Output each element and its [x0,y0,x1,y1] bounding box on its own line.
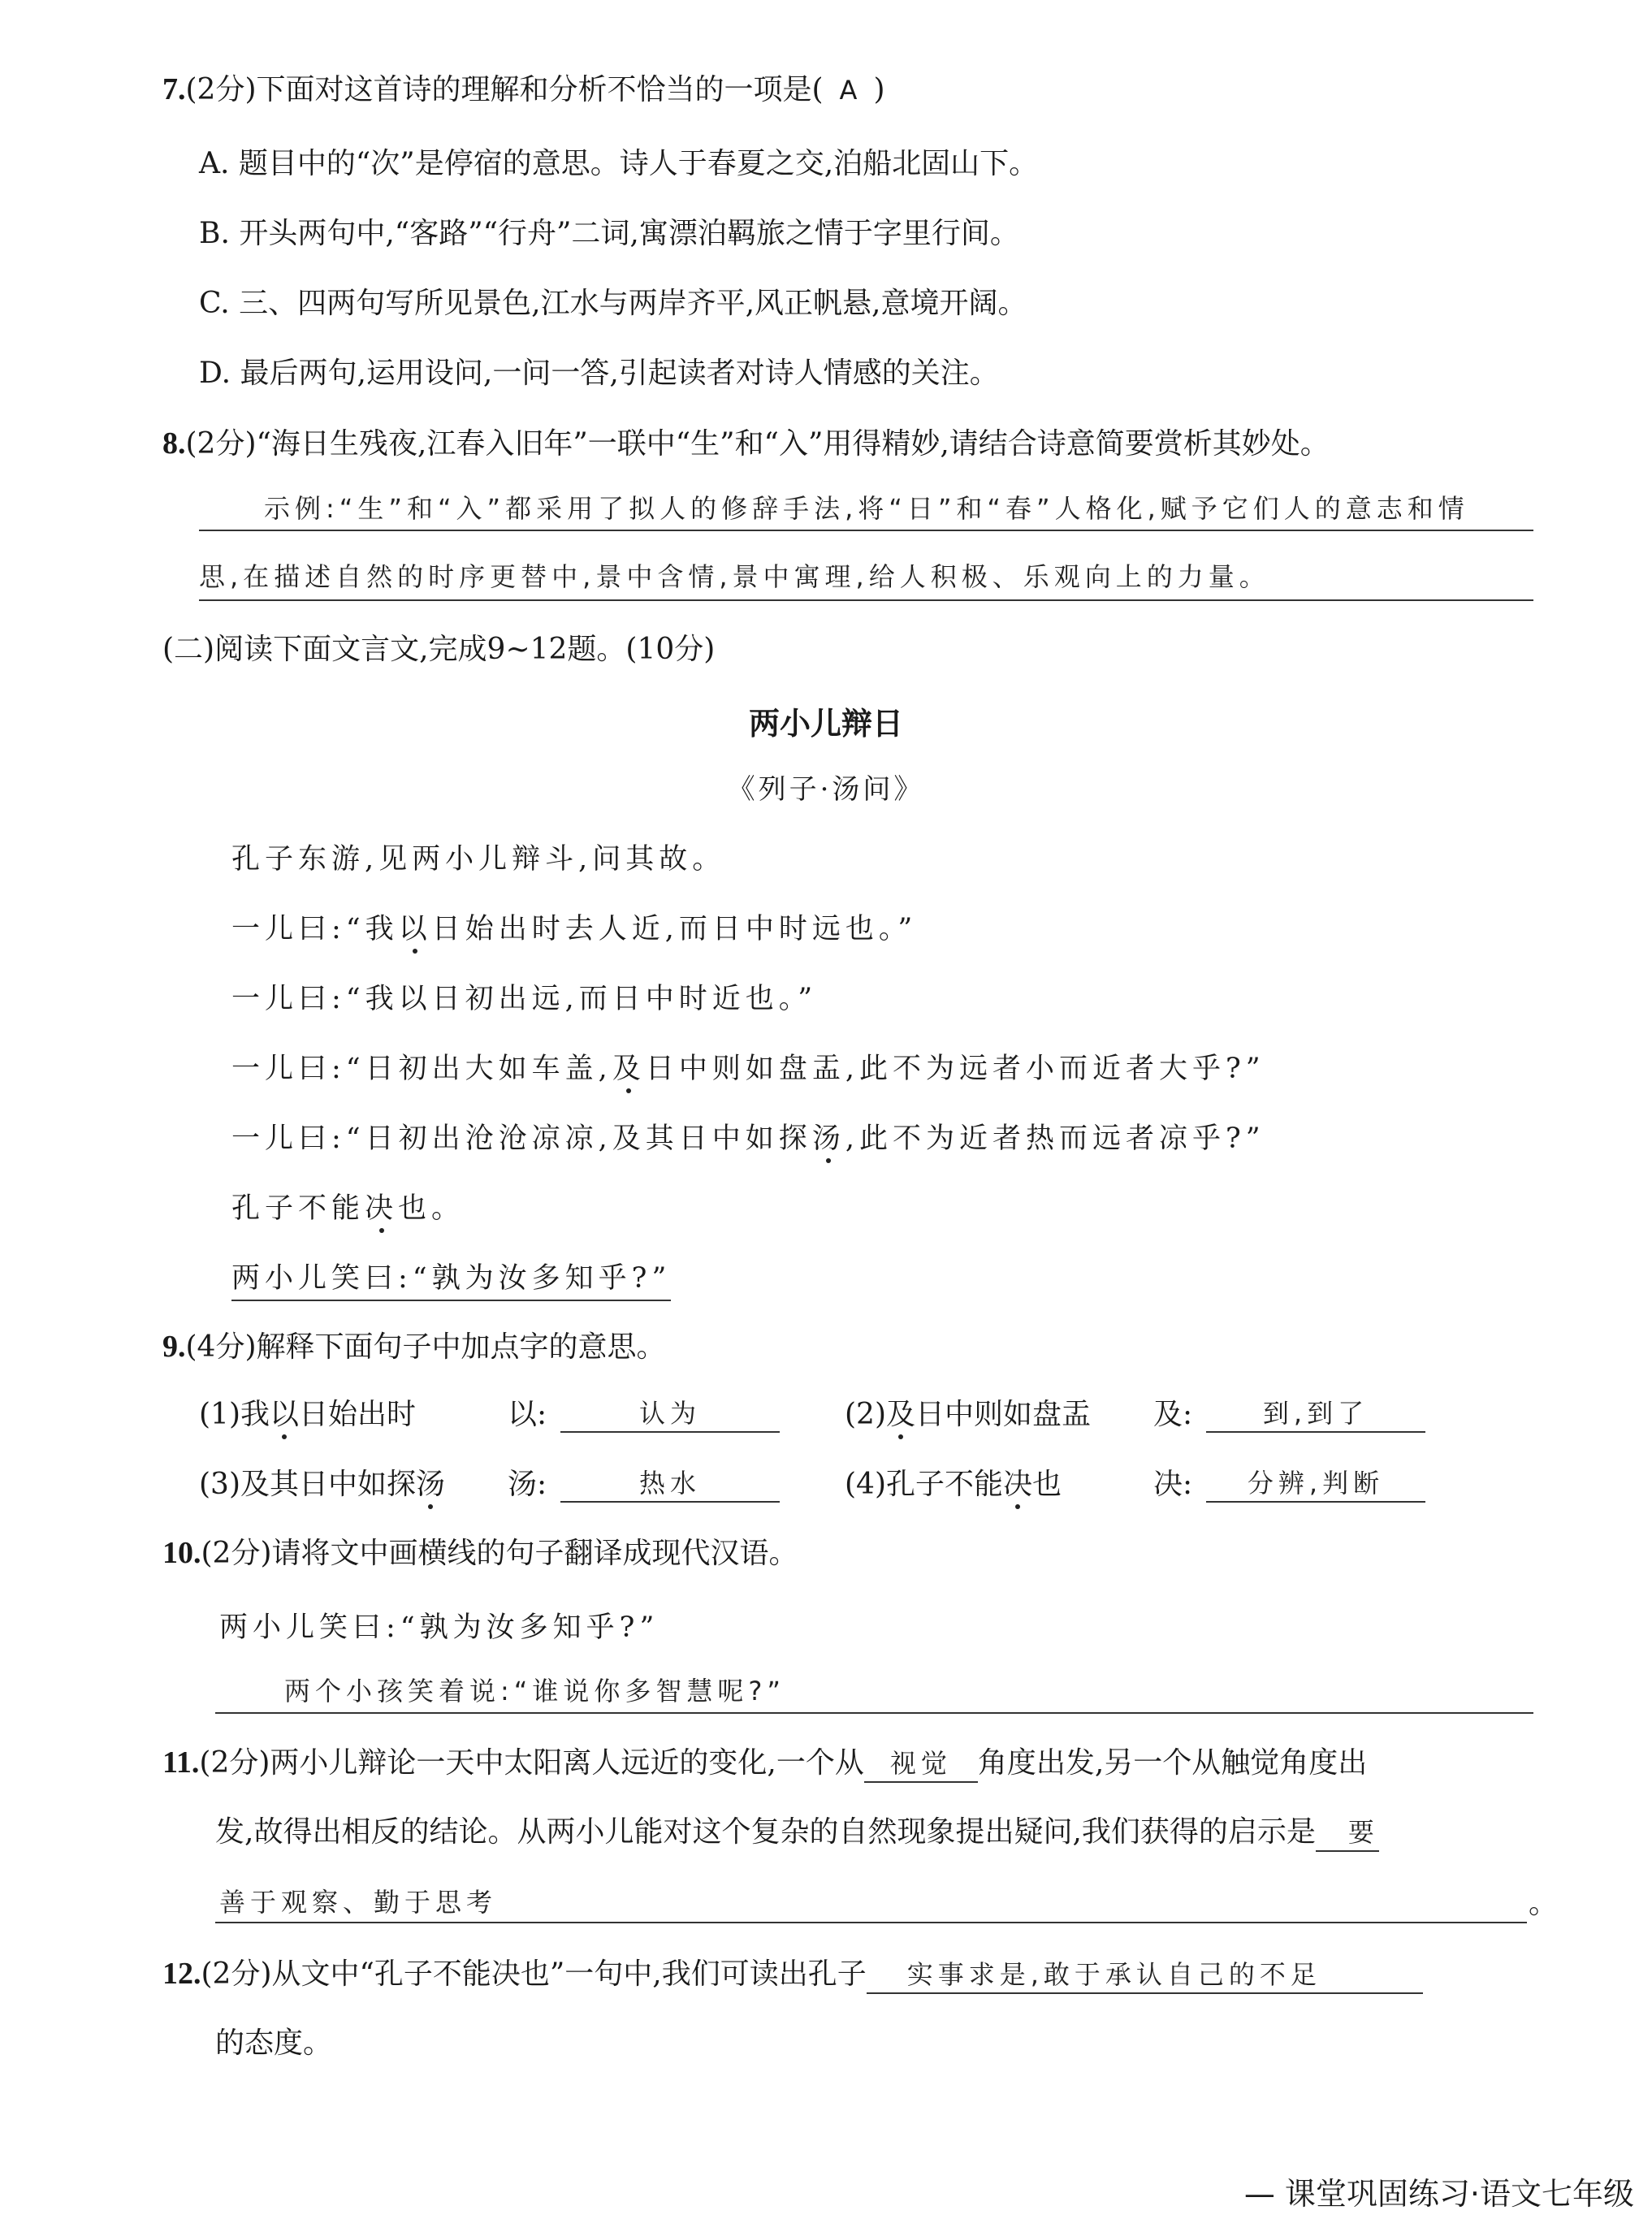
q9-number: 9. [162,1330,186,1364]
q7-option-a: A. 题目中的“次”是停宿的意思。诗人于春夏之交,泊船北固山下。 [199,147,1039,180]
q7-option-d: D. 最后两句,运用设问,一问一答,引起读者对诗人情感的关注。 [199,357,999,390]
q9-item-3: (3)及其日中如探汤 [199,1468,446,1501]
q9-item-1: (1)我以日始出时 [199,1398,417,1431]
q9-item-4-answer: 分辨,判断 [1206,1465,1425,1503]
q12-number: 12. [162,1957,201,1991]
q7-number: 7. [162,72,186,106]
q11-answer-underline [215,1922,1527,1923]
q12-line-2: 的态度。 [215,2027,333,2060]
passage-line-2: 一儿曰:“我以日始出时去人近,而日中时远也。” [231,913,918,945]
passage-line-7: 两小儿笑曰:“孰为汝多知乎?” [231,1256,671,1301]
q8-answer-underline-1 [199,530,1533,531]
q9-item-4: (4)孔子不能决也 [845,1468,1062,1501]
passage-line-3: 一儿曰:“我以日初出远,而日中时近也。” [231,983,818,1015]
q9-item-1-key: 以: [508,1398,547,1431]
q12-line-1: 12.(2分)从文中“孔子不能决也”一句中,我们可读出孔子 实事求是,敢于承认自己的不足 [162,1956,1423,1994]
q8-number: 8. [162,426,186,461]
q9-item-2-key: 及: [1153,1398,1193,1431]
q7-option-b: B. 开头两句中,“客路”“行舟”二词,寓漂泊羁旅之情于字里行间。 [199,217,1019,250]
q9-item-3-key: 汤: [508,1468,547,1501]
q7-stem: 7.(2分)下面对这首诗的理解和分析不恰当的一项是( A ) [162,72,885,106]
q8-answer-line-2: 思,在描述自然的时序更替中,景中含情,景中寓理,给人积极、乐观向上的力量。 [199,561,1270,592]
q8-stem: 8.(2分)“海日生残夜,江春入旧年”一联中“生”和“入”用得精妙,请结合诗意简要赏析其妙处。 [162,426,1330,461]
q11-line-2: 发,故得出相反的结论。从两小儿能对这个复杂的自然现象提出疑问,我们获得的启示是 要 [215,1815,1379,1852]
q9-item-2-answer: 到,到了 [1206,1395,1425,1433]
q9-item-1-answer: 认为 [560,1395,780,1433]
q9-item-3-answer: 热水 [560,1465,780,1503]
q7-answer: A [839,75,858,106]
q10-answer: 两个小孩笑着说:“谁说你多智慧呢?” [284,1676,785,1706]
passage-line-5: 一儿曰:“日初出沧沧凉凉,及其日中如探汤,此不为近者热而远者凉乎?” [231,1122,1265,1155]
section2-heading: (二)阅读下面文言文,完成9~12题。(10分) [162,633,716,666]
q9-item-2: (2)及日中则如盘盂 [845,1398,1092,1431]
q10-answer-underline [215,1712,1533,1714]
q11-blank-2b: 善于观察、勤于思考 [219,1887,498,1918]
q12-answer: 实事求是,敢于承认自己的不足 [867,1957,1423,1994]
q11-blank-2a: 要 [1316,1815,1379,1852]
q10-stem: 10.(2分)请将文中画横线的句子翻译成现代汉语。 [162,1536,798,1570]
q11-line-1: 11.(2分)两小儿辩论一天中太阳离人远近的变化,一个从 视觉 角度出发,另一个从触觉角度出 [162,1745,1367,1783]
q11-blank-1: 视觉 [864,1745,978,1783]
passage-title: 两小儿辩日 [748,706,903,742]
q9-item-4-key: 决: [1153,1468,1193,1501]
q11-end: 。 [1529,1887,1559,1920]
q11-number: 11. [162,1745,200,1780]
passage-line-4: 一儿曰:“日初出大如车盖,及日中则如盘盂,此不为远者小而近者大乎?” [231,1053,1265,1085]
q10-number: 10. [162,1536,201,1570]
q8-answer-underline-2 [199,599,1533,601]
passage-line-1: 孔子东游,见两小儿辩斗,问其故。 [231,843,726,876]
passage-source: 《列子·汤问》 [727,773,925,806]
passage-line-6: 孔子不能决也。 [231,1192,465,1225]
q9-stem: 9.(4分)解释下面句子中加点字的意思。 [162,1330,666,1364]
q10-quote: 两小儿笑曰:“孰为汝多知乎?” [219,1611,660,1644]
page-footer: — 课堂巩固练习·语文七年级 [1243,2176,1634,2212]
q7-option-c: C. 三、四两句写所见景色,江水与两岸齐平,风正帆悬,意境开阔。 [199,287,1027,320]
q8-answer-line-1: 示例:“生”和“入”都采用了拟人的修辞手法,将“日”和“春”人格化,赋予它们人的意志和情 [264,493,1469,524]
